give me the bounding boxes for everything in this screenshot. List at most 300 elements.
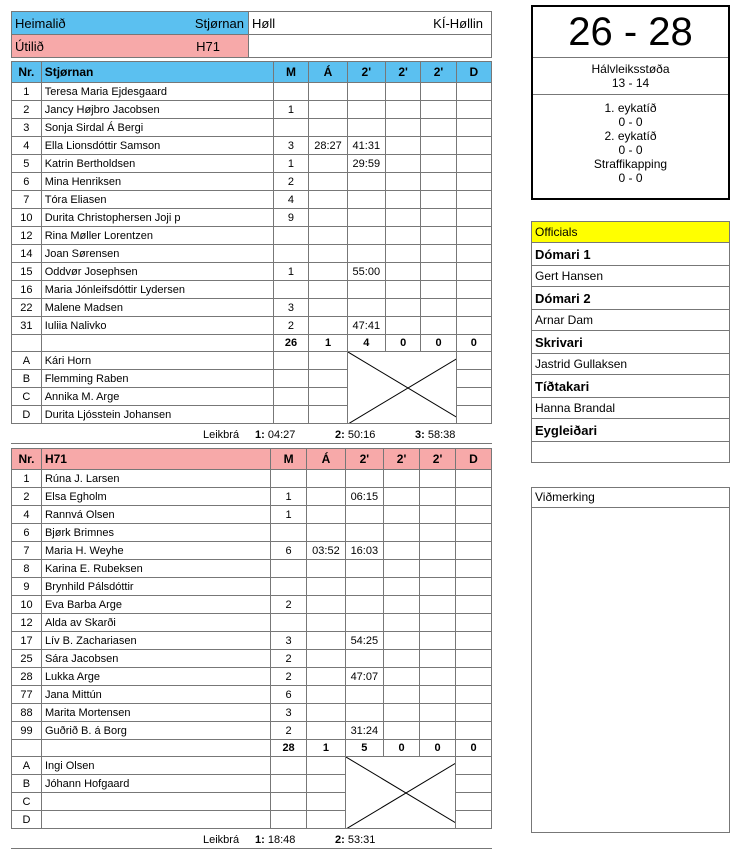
player-s2: [385, 281, 420, 299]
team-header-row: [12, 62, 492, 83]
cross-box: [347, 352, 456, 424]
team-official-row: [12, 757, 492, 775]
player-s3: [420, 578, 456, 596]
official-code: C: [12, 388, 42, 406]
col-s2: 2': [384, 449, 420, 470]
player-name: Maria Jónleifsdóttir Lydersen: [41, 281, 273, 299]
player-number: 10: [12, 209, 42, 227]
player-a: [307, 632, 345, 650]
player-s2: [384, 596, 420, 614]
player-number: 6: [12, 524, 42, 542]
player-a: [309, 227, 347, 245]
player-name: Guðrið B. á Borg: [41, 722, 270, 740]
player-s1: 06:15: [345, 488, 383, 506]
player-number: 3: [12, 119, 42, 137]
player-row: [12, 668, 492, 686]
player-s2: [384, 470, 420, 488]
player-row: [12, 83, 492, 101]
player-number: 22: [12, 299, 42, 317]
player-row: [12, 632, 492, 650]
col-a: Á: [307, 449, 345, 470]
player-number: 7: [12, 191, 42, 209]
player-a: [307, 470, 345, 488]
player-number: 77: [12, 686, 42, 704]
leikbra-1: [255, 429, 295, 441]
player-s1: [347, 173, 385, 191]
player-name: Tóra Eliasen: [41, 191, 273, 209]
player-s1: 16:03: [345, 542, 383, 560]
col-s2: 2': [385, 62, 420, 83]
leikbra-2: [335, 834, 375, 846]
player-m: [270, 524, 306, 542]
penalties-label: Straffikapping: [593, 157, 668, 171]
official-d: [456, 757, 492, 775]
player-s1: 31:24: [345, 722, 383, 740]
official-name: Ingi Olsen: [41, 757, 270, 775]
player-d: [456, 650, 492, 668]
player-s1: 55:00: [347, 263, 385, 281]
total-d: 0: [456, 335, 491, 352]
player-s1: 41:31: [347, 137, 385, 155]
player-s3: [421, 191, 456, 209]
supervisor-label: Eygleiðari: [532, 419, 730, 442]
totals-blank: [41, 740, 270, 757]
player-s1: [347, 245, 385, 263]
away-team: H71: [196, 38, 220, 54]
player-number: 12: [12, 227, 42, 245]
player-s2: [385, 191, 420, 209]
player-s3: [420, 614, 456, 632]
official-d: [456, 370, 491, 388]
player-s3: [420, 686, 456, 704]
player-s2: [384, 524, 420, 542]
player-s3: [420, 542, 456, 560]
player-number: 2: [12, 488, 42, 506]
player-number: 4: [12, 506, 42, 524]
player-m: 1: [270, 488, 306, 506]
player-name: Jana Mittún: [41, 686, 270, 704]
player-a: [307, 650, 345, 668]
player-d: [456, 578, 492, 596]
player-row: [12, 614, 492, 632]
player-name: Sonja Sirdal Á Bergi: [41, 119, 273, 137]
player-m: [273, 245, 309, 263]
venue-cell: [249, 12, 492, 35]
player-name: Maria H. Weyhe: [41, 542, 270, 560]
home-team-table: [11, 61, 492, 424]
leikbra-1-label: 1:: [255, 429, 265, 441]
player-m: [273, 119, 309, 137]
player-m: 3: [273, 137, 309, 155]
official-name: [41, 811, 270, 829]
player-s3: [421, 281, 456, 299]
totals-blank: [12, 335, 42, 352]
player-name: Oddvør Josephsen: [41, 263, 273, 281]
cross-icon: [346, 757, 456, 829]
official-m: [273, 352, 309, 370]
player-number: 17: [12, 632, 42, 650]
player-a: 28:27: [309, 137, 347, 155]
leikbra-2-label: 2:: [335, 834, 345, 846]
player-s2: [384, 560, 420, 578]
player-m: [270, 470, 306, 488]
halftime-label: Hálvleiksstøða: [591, 62, 670, 76]
official-m: [273, 406, 309, 424]
player-d: [456, 542, 492, 560]
scorer-label: Skrivari: [532, 331, 730, 354]
player-s1: [347, 299, 385, 317]
leikbra-3-time: 58:38: [427, 429, 456, 441]
team-header-row: [12, 449, 492, 470]
player-s2: [385, 209, 420, 227]
leikbra-2-label: 2:: [335, 429, 345, 441]
player-s3: [420, 704, 456, 722]
cross-box: [345, 757, 455, 829]
player-number: 14: [12, 245, 42, 263]
official-code: B: [12, 370, 42, 388]
player-row: [12, 299, 492, 317]
player-a: [307, 578, 345, 596]
player-s3: [421, 101, 456, 119]
player-s1: [347, 83, 385, 101]
player-row: [12, 470, 492, 488]
player-m: 2: [270, 650, 306, 668]
player-d: [456, 722, 492, 740]
player-name: Malene Madsen: [41, 299, 273, 317]
referee2-name: Arnar Dam: [532, 310, 730, 331]
officials-title: Officials: [532, 222, 730, 243]
player-a: [307, 596, 345, 614]
total-s2: 0: [384, 740, 420, 757]
player-row: [12, 209, 492, 227]
player-s1: [345, 704, 383, 722]
home-leikbra: [11, 429, 492, 444]
player-a: [307, 614, 345, 632]
official-m: [270, 811, 306, 829]
col-s3: 2': [421, 62, 456, 83]
official-name: Jóhann Hofgaard: [41, 775, 270, 793]
player-s2: [385, 119, 420, 137]
player-m: 3: [270, 704, 306, 722]
player-d: [456, 506, 492, 524]
player-name: Rannvá Olsen: [41, 506, 270, 524]
totals-row: [12, 335, 492, 352]
remarks-title: Viðmerking: [532, 488, 729, 508]
player-row: [12, 245, 492, 263]
player-name: Katrin Bertholdsen: [41, 155, 273, 173]
penalties-score: 0 - 0: [618, 171, 643, 185]
totals-blank: [12, 740, 42, 757]
official-code: A: [12, 757, 42, 775]
player-row: [12, 560, 492, 578]
player-a: [309, 191, 347, 209]
player-name: Jancy Højbro Jacobsen: [41, 101, 273, 119]
referee1-label: Dómari 1: [532, 243, 730, 266]
player-s2: [385, 245, 420, 263]
away-leikbra: [11, 834, 492, 849]
player-d: [456, 173, 491, 191]
official-a: [307, 757, 345, 775]
total-d: 0: [456, 740, 492, 757]
team-name: Stjørnan: [41, 62, 273, 83]
player-number: 6: [12, 173, 42, 191]
player-a: 03:52: [307, 542, 345, 560]
player-s2: [384, 614, 420, 632]
leikbra-2-time: 50:16: [347, 429, 376, 441]
player-s2: [385, 299, 420, 317]
player-s3: [421, 173, 456, 191]
leikbra-2-time: 53:31: [347, 834, 376, 846]
official-name: Flemming Raben: [41, 370, 273, 388]
player-d: [456, 137, 491, 155]
player-number: 10: [12, 596, 42, 614]
player-number: 4: [12, 137, 42, 155]
player-row: [12, 227, 492, 245]
player-d: [456, 470, 492, 488]
timekeeper-label: Tíðtakari: [532, 375, 730, 398]
col-d: D: [456, 449, 492, 470]
leikbra-label: Leikbrá: [203, 834, 240, 846]
official-a: [309, 406, 347, 424]
col-m: M: [273, 62, 309, 83]
player-m: 1: [273, 155, 309, 173]
leikbra-3: [415, 429, 455, 441]
player-s3: [420, 632, 456, 650]
player-m: [270, 560, 306, 578]
player-s3: [421, 317, 456, 335]
player-s2: [384, 542, 420, 560]
leikbra-1: [255, 834, 295, 846]
player-d: [456, 488, 492, 506]
official-d: [456, 811, 492, 829]
player-a: [309, 83, 347, 101]
player-d: [456, 614, 492, 632]
player-s1: [345, 470, 383, 488]
team-official-row: [12, 352, 492, 370]
player-s3: [420, 722, 456, 740]
et2-label: 2. eykatíð: [604, 129, 657, 143]
halftime-score: 13 - 14: [533, 76, 728, 95]
cross-icon: [348, 352, 457, 424]
player-a: [307, 722, 345, 740]
match-header: [11, 11, 492, 58]
player-d: [456, 155, 491, 173]
player-name: Ella Lionsdóttir Samson: [41, 137, 273, 155]
player-number: 1: [12, 470, 42, 488]
player-s1: 29:59: [347, 155, 385, 173]
player-s3: [421, 83, 456, 101]
player-d: [456, 119, 491, 137]
player-s2: [384, 632, 420, 650]
et2-score: 0 - 0: [618, 143, 643, 157]
player-row: [12, 119, 492, 137]
player-m: 6: [270, 686, 306, 704]
official-name: Annika M. Arge: [41, 388, 273, 406]
player-s1: 54:25: [345, 632, 383, 650]
player-a: [309, 299, 347, 317]
player-s2: [384, 488, 420, 506]
totals-blank: [41, 335, 273, 352]
referee1-name: Gert Hansen: [532, 266, 730, 287]
player-d: [456, 596, 492, 614]
official-d: [456, 406, 491, 424]
official-a: [307, 775, 345, 793]
player-number: 99: [12, 722, 42, 740]
official-a: [307, 793, 345, 811]
final-score: 26 - 28: [533, 7, 728, 58]
official-d: [456, 775, 492, 793]
player-s2: [385, 137, 420, 155]
total-s1: 5: [345, 740, 383, 757]
home-cell: [12, 12, 249, 35]
player-s2: [384, 704, 420, 722]
remarks-box: [531, 487, 730, 833]
col-s1: 2': [347, 62, 385, 83]
player-s3: [420, 524, 456, 542]
player-m: 2: [270, 596, 306, 614]
player-d: [456, 245, 491, 263]
player-m: 3: [273, 299, 309, 317]
official-d: [456, 793, 492, 811]
player-a: [309, 173, 347, 191]
player-number: 7: [12, 542, 42, 560]
player-row: [12, 173, 492, 191]
official-m: [273, 388, 309, 406]
player-a: [309, 245, 347, 263]
player-number: 2: [12, 101, 42, 119]
official-name: Kári Horn: [41, 352, 273, 370]
player-row: [12, 650, 492, 668]
player-row: [12, 191, 492, 209]
player-name: Alda av Skarði: [41, 614, 270, 632]
col-s3: 2': [420, 449, 456, 470]
player-s3: [421, 155, 456, 173]
player-name: Rúna J. Larsen: [41, 470, 270, 488]
player-row: [12, 137, 492, 155]
player-s3: [420, 668, 456, 686]
player-m: 2: [273, 173, 309, 191]
player-name: Joan Sørensen: [41, 245, 273, 263]
player-number: 15: [12, 263, 42, 281]
player-number: 1: [12, 83, 42, 101]
et1-label: 1. eykatíð: [604, 101, 657, 115]
player-name: Brynhild Pálsdóttir: [41, 578, 270, 596]
player-name: Rina Møller Lorentzen: [41, 227, 273, 245]
player-m: 2: [273, 317, 309, 335]
player-a: [307, 488, 345, 506]
player-d: [456, 668, 492, 686]
empty-cell: [249, 35, 492, 58]
player-s2: [384, 506, 420, 524]
player-s1: [345, 650, 383, 668]
player-s2: [384, 578, 420, 596]
player-s2: [384, 722, 420, 740]
player-a: [309, 101, 347, 119]
total-s1: 4: [347, 335, 385, 352]
official-code: A: [12, 352, 42, 370]
player-s3: [421, 209, 456, 227]
player-row: [12, 596, 492, 614]
player-row: [12, 722, 492, 740]
official-code: D: [12, 811, 42, 829]
player-number: 12: [12, 614, 42, 632]
player-s1: [347, 101, 385, 119]
player-a: [307, 560, 345, 578]
player-s1: [347, 191, 385, 209]
player-d: [456, 227, 491, 245]
home-label: Heimalið: [15, 15, 66, 31]
home-team: Stjørnan: [194, 15, 244, 31]
player-s1: [347, 209, 385, 227]
official-a: [309, 352, 347, 370]
player-s1: [347, 119, 385, 137]
col-nr: Nr.: [12, 62, 42, 83]
venue-label: Høll: [252, 15, 276, 31]
player-s2: [385, 101, 420, 119]
score-box: [531, 5, 730, 200]
player-number: 31: [12, 317, 42, 335]
player-s1: [347, 281, 385, 299]
total-s2: 0: [385, 335, 420, 352]
player-a: [309, 119, 347, 137]
player-row: [12, 488, 492, 506]
away-cell: [12, 35, 249, 58]
player-d: [456, 704, 492, 722]
leikbra-label: Leikbrá: [203, 429, 240, 441]
scorer-name: Jastrid Gullaksen: [532, 354, 730, 375]
player-a: [309, 209, 347, 227]
player-s1: [345, 614, 383, 632]
player-row: [12, 101, 492, 119]
official-d: [456, 352, 491, 370]
player-s2: [385, 263, 420, 281]
away-team-table: [11, 448, 492, 829]
away-label: Útilið: [15, 38, 44, 54]
player-row: [12, 281, 492, 299]
player-m: 2: [270, 668, 306, 686]
player-name: Durita Christophersen Joji p: [41, 209, 273, 227]
player-s2: [384, 668, 420, 686]
official-code: B: [12, 775, 42, 793]
player-m: 9: [273, 209, 309, 227]
player-m: [270, 614, 306, 632]
player-m: 3: [270, 632, 306, 650]
player-number: 9: [12, 578, 42, 596]
player-s3: [420, 596, 456, 614]
player-name: Lukka Arge: [41, 668, 270, 686]
player-s3: [420, 506, 456, 524]
col-d: D: [456, 62, 491, 83]
player-m: [273, 281, 309, 299]
player-a: [307, 668, 345, 686]
player-s1: 47:41: [347, 317, 385, 335]
player-s3: [420, 470, 456, 488]
col-a: Á: [309, 62, 347, 83]
player-m: 6: [270, 542, 306, 560]
officials-panel: [531, 221, 730, 463]
player-d: [456, 101, 491, 119]
total-m: 26: [273, 335, 309, 352]
player-d: [456, 281, 491, 299]
player-m: [270, 578, 306, 596]
player-row: [12, 317, 492, 335]
player-s1: [347, 227, 385, 245]
leikbra-1-label: 1:: [255, 834, 265, 846]
player-s3: [421, 119, 456, 137]
player-row: [12, 506, 492, 524]
col-m: M: [270, 449, 306, 470]
total-s3: 0: [421, 335, 456, 352]
